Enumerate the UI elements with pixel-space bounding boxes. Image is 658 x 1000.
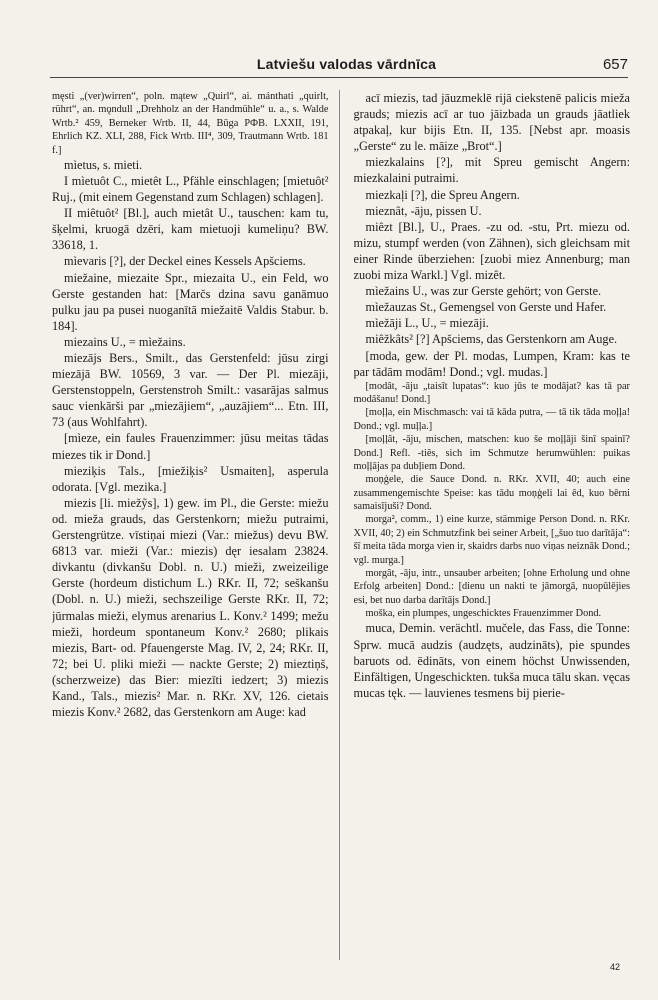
dictionary-entry: mieznât, -āju, pissen U. bbox=[365, 203, 482, 218]
dictionary-entry: mìežains U., was zur Gerste gehört; von Gerste. bbox=[365, 284, 602, 299]
dictionary-entry: [moļļât, -āju, mischen, matschen: kuo še moļļāji šinī spainī? Dond.] Refl. -tiês, sich im Schmutze herumwühlen: puikas moļļājas pa dubļiem Dond. bbox=[353, 434, 630, 472]
page-title: Latviešu valodas vārdnīca bbox=[256, 56, 437, 72]
dictionary-entry: mieziķis Tals., [miežiķis² Usmaiten], asperula odorata. [Vgl. mezika.] bbox=[52, 463, 329, 494]
dictionary-entry: [modât, -āju „taisīt lupatas“: kuo jūs te modājat? kas tā par modāšanu! Dond.] bbox=[353, 380, 630, 406]
dictionary-entry: I mìetuôt C., mietêt L., Pfähle einschlagen; [mietuôt² Ruj., (mit einem Gegenstand zum Schlagen) schlagen]. bbox=[52, 173, 329, 205]
dictionary-entry: moņģele, die Sauce Dond. n. RKr. XVII, 40; auch eine zusammengemischte Speise: kas tādu moņģeli lai ēd, kuo bērni samaisījuši? Dond. bbox=[353, 474, 630, 513]
dictionary-entry: miêzt [Bl.], U., Praes. -zu od. -stu, Prt. miezu od. mizu, stumpf werden (von Zähnen), sich gleichsam mit einer Rinde überziehen: [zuobi miez Annenburg; man zuobi miza Warkl.] Vgl. mizêt. bbox=[353, 219, 630, 283]
dictionary-entry: mìevaris [?], der Deckel eines Kessels Apšciems. bbox=[64, 254, 306, 269]
text-columns bbox=[52, 90, 630, 960]
dictionary-entry: acī miezis, tad jāuzmeklē rijā ciekstenē palicis mieža grauds; miezis acī ar tuo jāizbada un grauds jāatliek atpakaļ, kur bijis Etn. II, 135. [Nebst apr. moasis „Gerste“ zu le. māize „Brot“.] bbox=[353, 91, 630, 154]
dictionary-entry: muca, Demin. verächtl. mučele, das Fass, die Tonne: Sprw. mucā audzis (audzęts, audzināts), pie spundes baruots od. ēdināts, von einem höchst Unwissenden, Einfältigen, Ungeschickten. tukša muca tālu skan. vęcas mucas tęk. — lauvienes tesmens bij pierie- bbox=[353, 621, 630, 700]
dictionary-entry: morga², comm., 1) eine kurze, stämmige Person Dond. n. RKr. XVII, 40; 2) ein Schmutzfink bei seiner Arbeit, [„šuo tuo darītāja“: šī meita tāda morga vien ir, skaidrs darbs nuo viņas neiznāk Dond.; vgl. murga.] bbox=[353, 514, 630, 566]
left-column bbox=[52, 90, 340, 960]
dictionary-entry: morgât, -āju, intr., unsauber arbeiten; [ohne Erholung und ohne Erfolg arbeiten] Dond.: [dienu un nakti te jāmorgā, nuopūlējies esi, bet nuo darba darītājs Dond.] bbox=[353, 567, 630, 606]
dictionary-entry: miezis [li. miežỹs], 1) gew. im Pl., die Gerste: miežu od. mieža grauds, das Gerstenkorn; miežu putraimi, Gerstengrütze. vīstiņai miezi (Var.: miežus) devu BW. 6813 var. mieži (Var.: miezis) dęr iesalam 23824. divkantu (divkanšu Dobl. n. U.) mieži, zweizeilige Gerste (hordeum distichum L.) RKr. II, 72; seškanšu (Dobl. n. U.) mieži, sechszeilige Gerste RKr. II, 72; jūrmalas mieži, elymus arenarius L. Konv.² 1499; mežu mieži, hordeum spontaneum Konv.² 2680; plikais miezis, Bart- od. Pfauengerste Mag. IV, 2, 24; RKr. II, 72; bei U. pliki mieži — nackte Gerste; 2) mieztiņš, (scherzweize) das Bier: miezīti iedzert; 3) miezis Kand., Tals., miezis² Mar. n. RKr. XV, 126. cietais miezis Konv.² 2682, das Gerstenkorn am Auge: kad bbox=[52, 495, 329, 720]
dictionary-entry: miezains U., = mìežains. bbox=[64, 334, 186, 349]
page-number: 657 bbox=[602, 56, 628, 73]
signature-mark: 42 bbox=[609, 962, 620, 972]
dictionary-entry: mìežauzas St., Gemengsel von Gerste und Hafer. bbox=[365, 300, 607, 315]
dictionary-entry: miezkalains [?], mit Spreu gemischt Angern: miezkalaini putraimi. bbox=[353, 155, 630, 186]
dictionary-entry: mìežāji L., U., = miezāji. bbox=[365, 316, 489, 331]
page-header bbox=[50, 56, 628, 78]
dictionary-entry: mìetus, s. mieti. bbox=[64, 157, 143, 172]
dictionary-entry: miezājs Bers., Smilt., das Gerstenfeld: jūsu zirgi miezājā BW. 10569, 3 var. — Der Pl. miezāji, Gerstenstoppeln, Gerstenstroh Smilt.: vasarājas salmus sauc vienkārši par „miezājiem“, „auzājiem“... Etn. III, 73 (aus Wohlfahrt). bbox=[52, 351, 329, 430]
dictionary-entry: II miêtuôt² [Bl.], auch mietât U., tauschen: kam tu, šķelmi, kruogā dzēri, kam mietuoji kumeliņu? BW. 33618, 1. bbox=[52, 206, 329, 253]
dictionary-entry: [moda, gew. der Pl. modas, Lumpen, Kram: kas te par tādām modām! Dond.; vgl. mudas.] bbox=[353, 348, 630, 379]
dictionary-entry: miezkaļi [?], die Spreu Angern. bbox=[365, 187, 520, 202]
dictionary-entry: [moļļa, ein Mischmasch: vai tā kāda putra, — tā tik tāda moļļa! Dond.; vgl. muļļa.] bbox=[353, 407, 630, 432]
dictionary-entry: miêžkâts² [?] Apšciems, das Gerstenkorn am Auge. bbox=[365, 332, 618, 347]
dictionary-entry: męsti „(ver)wirren“, poln. mątew „Quirl“, ai. mánthati „quirlt, rührt“, an. mǫndull „Drehholz an der Handmühle“ u. a., s. Walde Wrtb.² 459, Berneker Wrtb. II, 44, Būga РФВ. LXXII, 191, Ehrlich KZ. XLI, 288, Fick Wrtb. III⁴, 309, Trautmann Wrtb. 181 f.] bbox=[52, 91, 329, 156]
dictionary-entry: moška, ein plumpes, ungeschicktes Frauenzimmer Dond. bbox=[365, 608, 602, 620]
dictionary-entry: [mìeze, ein faules Frauenzimmer: jūsu meitas tādas miezes tik ir Dond.] bbox=[52, 431, 329, 462]
right-column bbox=[354, 90, 631, 960]
dictionary-entry: miežaine, miezaite Spr., miezaita U., ein Feld, wo Gerste gestanden hat: [Marčs dzina savu ganāmuo pulku jau pa pusei nuoganītā miežaitē Valdis Stabur. b. 184]. bbox=[52, 270, 329, 333]
